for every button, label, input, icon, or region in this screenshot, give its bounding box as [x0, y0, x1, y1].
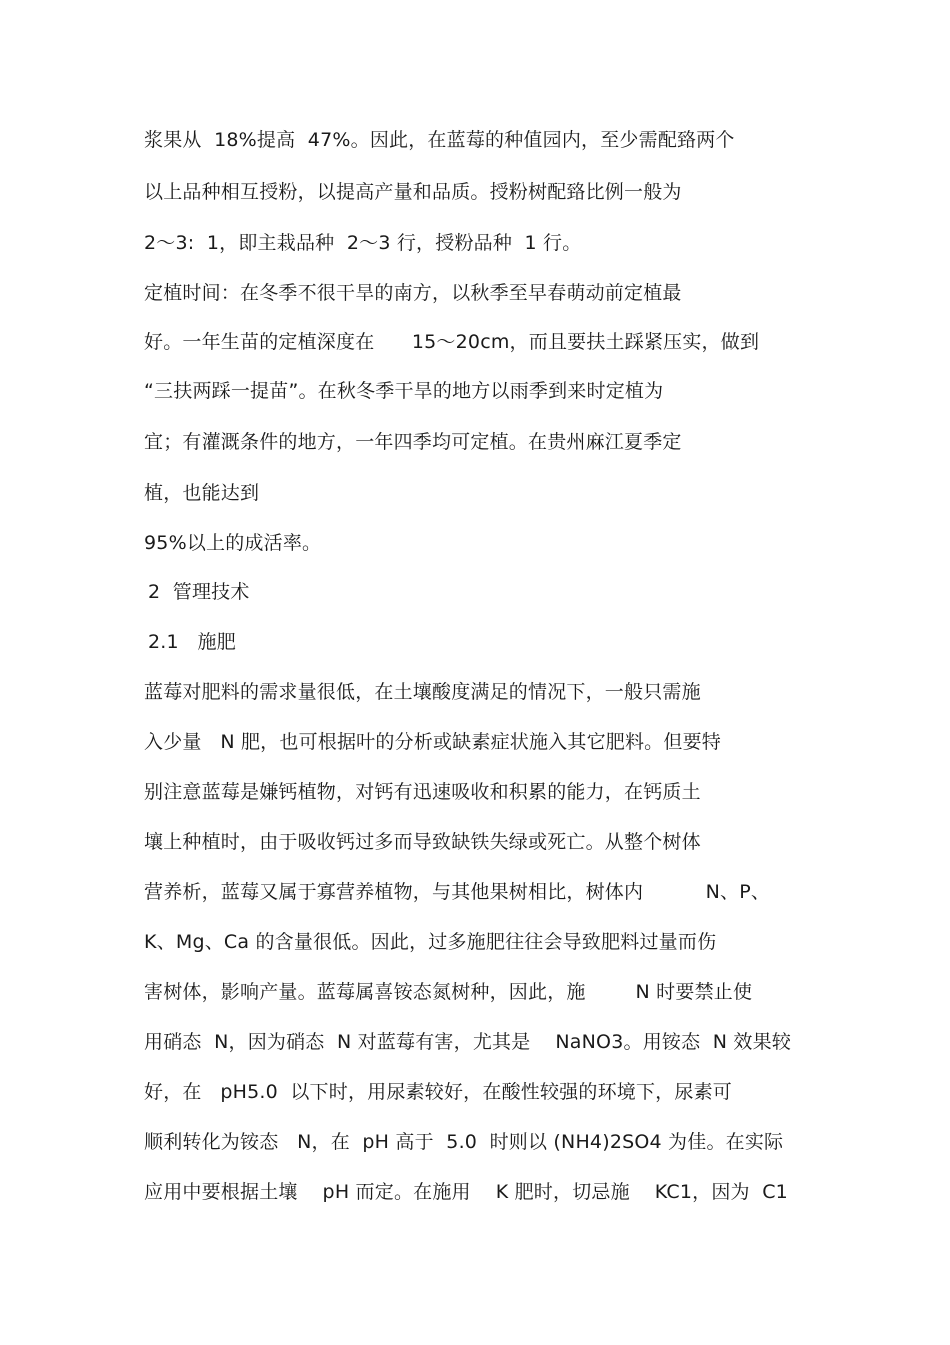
text-line: K、Mg、Ca 的含量很低。因此，过多施肥往往会导致肥料过量而伤: [144, 931, 717, 953]
text-line: 好，在 pH5.0 以下时，用尿素较好，在酸性较强的环境下，尿素可: [144, 1081, 732, 1103]
text-line: 95%以上的成活率。: [144, 532, 322, 554]
text-line: 宜；有灌溉条件的地方，一年四季均可定植。在贵州麻江夏季定: [144, 431, 682, 453]
text-line: 入少量 N 肥，也可根据叶的分析或缺素症状施入其它肥料。但要特: [144, 731, 721, 753]
text-line: 以上品种相互授粉，以提高产量和品质。授粉树配臵比例一般为: [144, 181, 682, 203]
text-line: “三扶两踩一提苗”。在秋冬季干旱的地方以雨季到来时定植为: [144, 380, 664, 402]
text-line: 用硝态 N，因为硝态 N 对蓝莓有害，尤其是 NaNO3。用铵态 N 效果较: [144, 1031, 792, 1053]
text-line: 浆果从 18%提高 47%。因此，在蓝莓的种值园内，至少需配臵两个: [144, 129, 735, 151]
text-line: 害树体，影响产量。蓝莓属喜铵态氮树种，因此，施 N 时要禁止使: [144, 981, 753, 1003]
text-line: 蓝莓对肥料的需求量很低，在土壤酸度满足的情况下，一般只需施: [144, 681, 701, 703]
text-line: 应用中要根据土壤 pH 而定。在施用 K 肥时，切忌施 KC1，因为 C1: [144, 1181, 788, 1203]
text-line: 2～3: 1，即主栽品种 2～3 行，授粉品种 1 行。: [144, 232, 582, 254]
text-line: 顺利转化为铵态 N，在 pH 高于 5.0 时则以 (NH4)2SO4 为佳。在实际: [144, 1131, 784, 1153]
text-line: 壤上种植时，由于吸收钙过多而导致缺铁失绿或死亡。从整个树体: [144, 831, 701, 853]
text-line: 植，也能达到: [144, 482, 260, 504]
subsection-heading: 2.1 施肥: [148, 631, 236, 653]
section-heading: 2 管理技术: [148, 581, 250, 603]
text-line: 定植时间：在冬季不很干旱的南方，以秋季至早春萌动前定植最: [144, 282, 682, 304]
text-line: 好。一年生苗的定植深度在 15～20cm，而且要扶土踩紧压实，做到: [144, 331, 760, 353]
text-line: 别注意蓝莓是嫌钙植物，对钙有迅速吸收和积累的能力，在钙质土: [144, 781, 701, 803]
text-line: 营养析，蓝莓又属于寡营养植物，与其他果树相比，树体内 N、P、: [144, 881, 771, 903]
